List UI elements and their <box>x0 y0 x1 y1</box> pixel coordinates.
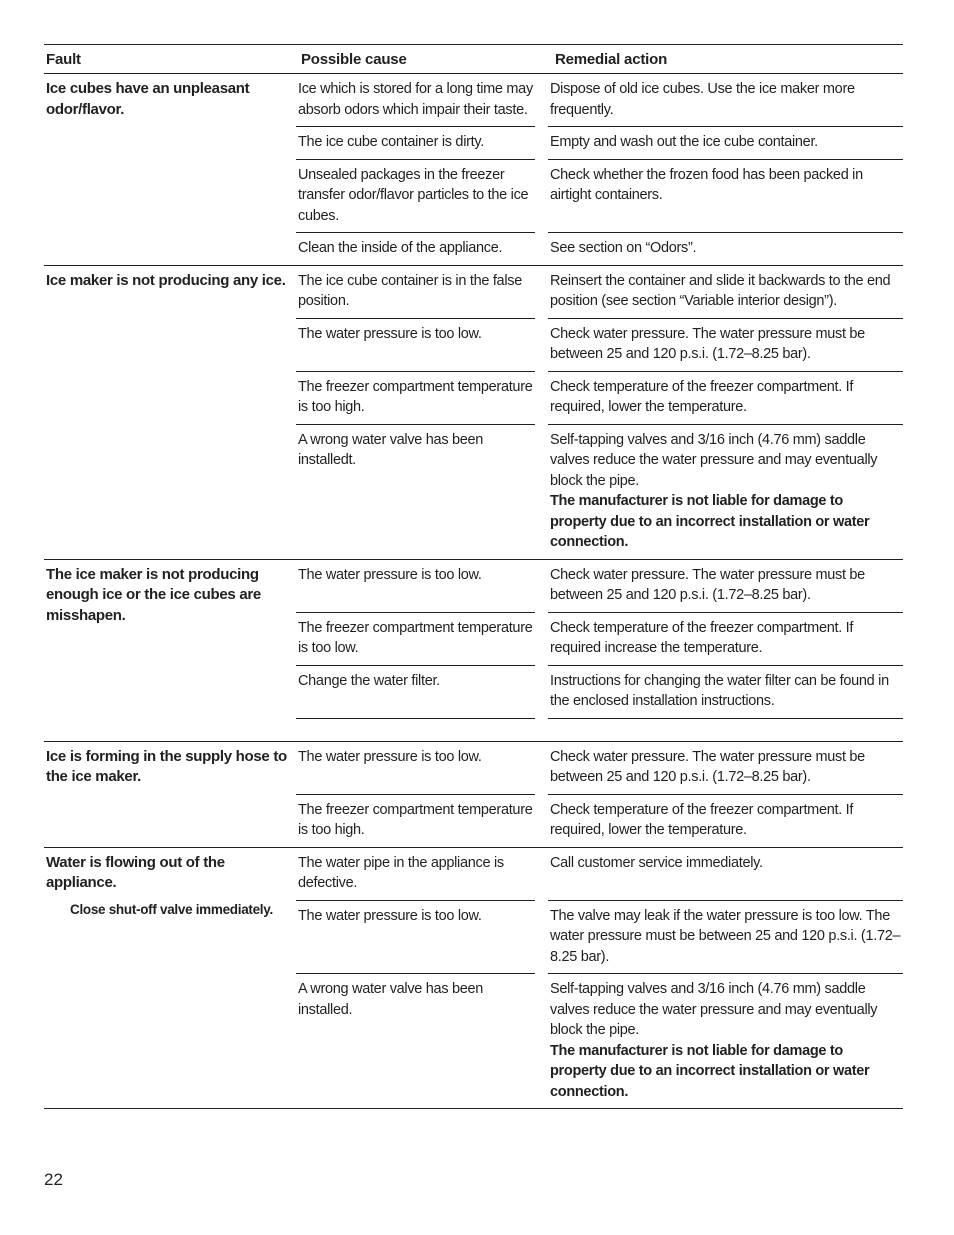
action-cell <box>548 372 903 425</box>
fault-note: Close shut-off valve immediately. <box>70 901 273 917</box>
fault-text: The ice maker is not producing enough ice or the ice cubes are misshapen. <box>46 565 261 624</box>
table-row <box>296 74 903 127</box>
action-cell <box>548 160 903 234</box>
cause-rows <box>296 266 903 559</box>
page-number: 22 <box>44 1170 63 1189</box>
action-text: Call customer service immediately. <box>550 854 763 871</box>
action-text: Self-tapping valves and 3/16 inch (4.76 mm) saddle valves reduce the water pressure and may eventually block the pipe. <box>550 431 878 489</box>
fault-group <box>44 848 903 1110</box>
action-cell <box>548 666 903 719</box>
action-cell <box>548 742 903 795</box>
cause-cell: Clean the inside of the appliance. <box>298 240 503 256</box>
action-cell <box>548 74 903 127</box>
table-row <box>296 319 903 372</box>
action-cell <box>548 974 903 1108</box>
table-row <box>296 901 903 975</box>
action-cell <box>548 233 903 265</box>
fault-text: Water is flowing out of the appliance. <box>46 853 225 891</box>
table-row <box>296 848 903 901</box>
cause-cell: The ice cube container is dirty. <box>296 127 535 160</box>
fault-group <box>44 266 903 560</box>
action-text: Reinsert the container and slide it backwards to the end position (see section “Variable interior design”). <box>550 272 891 309</box>
header-action: Remedial action <box>555 50 668 68</box>
cause-cell: The ice cube container is in the false position. <box>296 266 535 319</box>
troubleshooting-table <box>44 44 903 1109</box>
fault-text: Ice cubes have an unpleasant odor/flavor. <box>46 80 250 118</box>
fault-cell <box>44 74 296 265</box>
cause-cell: A wrong water valve has been installedt. <box>298 431 484 468</box>
action-cell <box>548 425 903 559</box>
table-row <box>296 742 903 795</box>
fault-group <box>44 560 903 742</box>
table-header <box>44 44 903 74</box>
action-cell <box>548 319 903 372</box>
table-row <box>296 233 903 265</box>
header-fault: Fault <box>46 50 81 68</box>
cause-rows <box>296 74 903 265</box>
fault-cell <box>44 742 296 847</box>
liability-warning: The manufacturer is not liable for damage to property due to an incorrect installation or water connection. <box>550 1042 870 1100</box>
cause-cell: The freezer compartment temperature is too high. <box>298 801 533 838</box>
action-text: Dispose of old ice cubes. Use the ice maker more frequently. <box>550 81 855 118</box>
table-row <box>296 372 903 425</box>
action-text: Check temperature of the freezer compartment. If required increase the temperature. <box>550 619 854 656</box>
table-row <box>296 666 903 719</box>
cause-cell: The water pipe in the appliance is defective. <box>296 848 535 901</box>
action-cell <box>548 795 903 847</box>
action-cell <box>548 127 903 160</box>
cause-cell: The freezer compartment temperature is too high. <box>296 372 535 425</box>
table-row <box>296 613 903 666</box>
action-text: Empty and wash out the ice cube container. <box>550 134 818 150</box>
cause-cell: The water pressure is too low. <box>296 319 535 372</box>
action-text: Check temperature of the freezer compartment. If required, lower the temperature. <box>550 378 854 415</box>
action-cell <box>548 901 903 975</box>
fault-text: Ice maker is not producing any ice. <box>46 271 286 289</box>
action-text: Instructions for changing the water filter can be found in the enclosed installation instructions. <box>550 672 889 709</box>
cause-cell: A wrong water valve has been installed. <box>298 981 484 1018</box>
action-text: Check water pressure. The water pressure must be between 25 and 120 p.s.i. (1.72–8.25 bar). <box>550 325 865 362</box>
cause-rows <box>296 848 903 1109</box>
cause-cell: Ice which is stored for a long time may absorb odors which impair their taste. <box>296 74 535 127</box>
cause-cell: Unsealed packages in the freezer transfer odor/flavor particles to the ice cubes. <box>296 160 535 234</box>
table-row <box>296 160 903 234</box>
fault-group <box>44 74 903 266</box>
table-row <box>296 795 903 847</box>
action-text: Self-tapping valves and 3/16 inch (4.76 mm) saddle valves reduce the water pressure and may eventually block the pipe. <box>550 981 878 1038</box>
cause-rows <box>296 742 903 847</box>
cause-cell: The freezer compartment temperature is too low. <box>296 613 535 666</box>
fault-cell <box>44 560 296 741</box>
header-cause: Possible cause <box>301 50 407 68</box>
action-cell <box>548 613 903 666</box>
action-text: The valve may leak if the water pressure is too low. The water pressure must be between 25 and 120 p.s.i. (1.72–8.25 bar). <box>550 907 901 965</box>
fault-cell <box>44 848 296 1109</box>
action-text: See section on “Odors”. <box>550 240 697 256</box>
fault-group <box>44 742 903 848</box>
action-cell <box>548 560 903 613</box>
action-cell <box>548 266 903 319</box>
cause-cell: Change the water filter. <box>296 666 535 719</box>
fault-text: Ice is forming in the supply hose to the ice maker. <box>46 747 287 785</box>
action-text: Check whether the frozen food has been packed in airtight containers. <box>550 166 863 203</box>
table-row <box>296 127 903 160</box>
cause-cell: The water pressure is too low. <box>296 560 535 613</box>
liability-warning: The manufacturer is not liable for damage to property due to an incorrect installation or water connection. <box>550 493 870 550</box>
action-cell <box>548 848 903 901</box>
table-row <box>296 974 903 1108</box>
action-text: Check temperature of the freezer compartment. If required, lower the temperature. <box>550 801 854 838</box>
table-body <box>44 74 903 1109</box>
cause-cell: The water pressure is too low. <box>296 742 535 795</box>
table-row <box>296 425 903 559</box>
cause-rows <box>296 560 903 741</box>
table-row <box>296 266 903 319</box>
fault-cell <box>44 266 296 559</box>
cause-cell: The water pressure is too low. <box>296 901 535 975</box>
action-text: Check water pressure. The water pressure must be between 25 and 120 p.s.i. (1.72–8.25 bar). <box>550 748 865 785</box>
action-text: Check water pressure. The water pressure must be between 25 and 120 p.s.i. (1.72–8.25 bar). <box>550 566 865 603</box>
spacer <box>296 719 903 741</box>
table-row <box>296 560 903 613</box>
